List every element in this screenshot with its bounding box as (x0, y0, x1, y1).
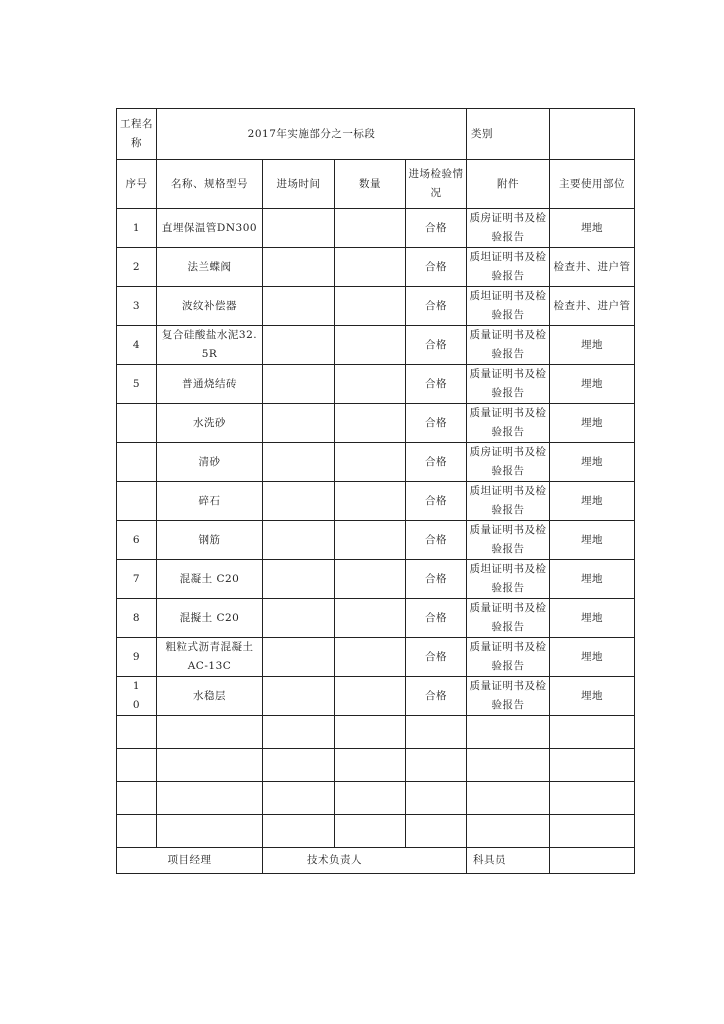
col-header-attach: 附件 (467, 160, 550, 209)
row-use: 埋地 (550, 521, 635, 560)
col-header-name: 名称、规格型号 (157, 160, 263, 209)
row-check: 合格 (406, 482, 467, 521)
row-use: 埋地 (550, 404, 635, 443)
row-check: 合格 (406, 287, 467, 326)
row-no: 9 (117, 638, 157, 677)
row-name: 碎石 (157, 482, 263, 521)
row-no: 6 (117, 521, 157, 560)
row-attach: 质坦证明书及检验报告 (467, 248, 550, 287)
row-check: 合格 (406, 521, 467, 560)
row-name: 粗粒式沥青混凝土AC-13C (157, 638, 263, 677)
row-name: 普通烧结砖 (157, 365, 263, 404)
row-qty (335, 248, 406, 287)
row-use: 埋地 (550, 365, 635, 404)
row-no: 3 (117, 287, 157, 326)
row-time (263, 560, 335, 599)
row-no: 7 (117, 560, 157, 599)
row-use: 埋地 (550, 677, 635, 716)
row-no (117, 443, 157, 482)
row-name: 复合硅酸盐水泥32. 5R (157, 326, 263, 365)
table-row (117, 560, 635, 599)
row-use: 埋地 (550, 209, 635, 248)
row-check: 合格 (406, 638, 467, 677)
row-no: 2 (117, 248, 157, 287)
row-no (117, 404, 157, 443)
row-attach: 质量证明书及检验报告 (467, 521, 550, 560)
row-qty (335, 482, 406, 521)
row-time (263, 482, 335, 521)
category-value (550, 109, 635, 160)
clerk-label: 科具员 (467, 848, 550, 874)
row-no (117, 482, 157, 521)
row-qty (335, 209, 406, 248)
signature-row (117, 848, 635, 874)
row-name: 清砂 (157, 443, 263, 482)
col-header-qty: 数量 (335, 160, 406, 209)
row-time (263, 326, 335, 365)
row-qty (335, 287, 406, 326)
row-attach: 质房证明书及检验报告 (467, 209, 550, 248)
table-row (117, 287, 635, 326)
row-use: 检查井、进户管 (550, 287, 635, 326)
table-row (117, 404, 635, 443)
row-time (263, 443, 335, 482)
row-attach: 质房证明书及检验报告 (467, 443, 550, 482)
row-no: 8 (117, 599, 157, 638)
row-use: 检查井、进户管 (550, 248, 635, 287)
row-time (263, 599, 335, 638)
table-row (117, 521, 635, 560)
row-attach: 质量证明书及检验报告 (467, 638, 550, 677)
table-row (117, 638, 635, 677)
row-attach: 质坦证明书及检验报告 (467, 560, 550, 599)
table-row (117, 443, 635, 482)
row-qty (335, 560, 406, 599)
row-name: 水稳层 (157, 677, 263, 716)
manager-label: 项目经理 (117, 848, 263, 874)
row-check: 合格 (406, 599, 467, 638)
table-row (117, 482, 635, 521)
row-qty (335, 326, 406, 365)
row-check: 合格 (406, 248, 467, 287)
row-qty (335, 599, 406, 638)
row-time (263, 287, 335, 326)
row-check: 合格 (406, 326, 467, 365)
category-label: 类别 (467, 109, 550, 160)
row-name: 水洗砂 (157, 404, 263, 443)
col-header-check: 进场检验情况 (406, 160, 467, 209)
tech-label: 技术负责人 (263, 848, 467, 874)
row-name: 波纹补偿器 (157, 287, 263, 326)
empty-row (117, 716, 635, 749)
col-header-time: 进场时间 (263, 160, 335, 209)
row-name: 混擬土 C20 (157, 599, 263, 638)
row-time (263, 638, 335, 677)
row-check: 合格 (406, 443, 467, 482)
empty-row (117, 815, 635, 848)
material-rows (117, 209, 635, 716)
row-check: 合格 (406, 677, 467, 716)
row-attach: 质量证明书及检验报告 (467, 404, 550, 443)
column-header-row (117, 160, 635, 209)
table-row (117, 248, 635, 287)
row-no: 4 (117, 326, 157, 365)
row-use: 埋地 (550, 443, 635, 482)
row-name: 混凝土 C20 (157, 560, 263, 599)
table-row (117, 326, 635, 365)
row-qty (335, 404, 406, 443)
row-qty (335, 638, 406, 677)
project-name: 2017年实施部分之一标段 (157, 109, 467, 160)
row-use: 埋地 (550, 638, 635, 677)
row-attach: 质量证明书及检验报告 (467, 599, 550, 638)
row-attach: 质坦证明书及检验报告 (467, 287, 550, 326)
row-attach: 质坦证明书及检验报告 (467, 482, 550, 521)
row-no: 1 0 (117, 677, 157, 716)
clerk-value (550, 848, 635, 874)
row-no: 1 (117, 209, 157, 248)
row-name: 钢筋 (157, 521, 263, 560)
row-time (263, 365, 335, 404)
col-header-use: 主要使用部位 (550, 160, 635, 209)
table-row (117, 209, 635, 248)
row-qty (335, 365, 406, 404)
row-attach: 质量证明书及检验报告 (467, 677, 550, 716)
row-qty (335, 521, 406, 560)
row-check: 合格 (406, 365, 467, 404)
row-time (263, 521, 335, 560)
row-use: 埋地 (550, 482, 635, 521)
row-check: 合格 (406, 404, 467, 443)
row-time (263, 209, 335, 248)
table-row (117, 677, 635, 716)
row-time (263, 248, 335, 287)
empty-row (117, 749, 635, 782)
title-row (117, 109, 635, 160)
project-label: 工程名称 (117, 109, 157, 160)
row-time (263, 404, 335, 443)
row-check: 合格 (406, 560, 467, 599)
row-attach: 质量证明书及检验报告 (467, 365, 550, 404)
row-use: 埋地 (550, 326, 635, 365)
table-row (117, 599, 635, 638)
table-row (117, 365, 635, 404)
material-entry-form (116, 108, 635, 874)
col-header-no: 序号 (117, 160, 157, 209)
row-time (263, 677, 335, 716)
empty-row (117, 782, 635, 815)
row-attach: 质量证明书及检验报告 (467, 326, 550, 365)
row-check: 合格 (406, 209, 467, 248)
row-use: 埋地 (550, 560, 635, 599)
row-name: 直埋保温管DN300 (157, 209, 263, 248)
row-use: 埋地 (550, 599, 635, 638)
row-no: 5 (117, 365, 157, 404)
row-qty (335, 443, 406, 482)
row-name: 法兰蝶阀 (157, 248, 263, 287)
row-qty (335, 677, 406, 716)
